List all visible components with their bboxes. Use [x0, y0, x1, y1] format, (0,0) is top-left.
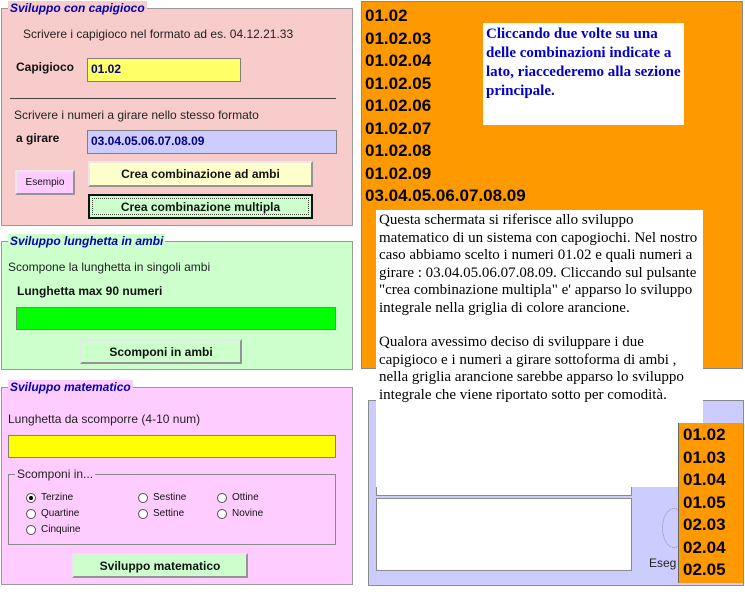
radio-label: Sestine	[153, 492, 187, 503]
radio-dot	[26, 525, 36, 535]
lunghetta-description: Scompone la lunghetta in singoli ambi	[8, 260, 211, 274]
radio-dot	[26, 509, 36, 519]
girare-input[interactable]: 03.04.05.06.07.08.09	[87, 130, 337, 154]
scomponi-ambi-button[interactable]: Scomponi in ambi	[80, 339, 242, 364]
ambi-grid-list	[683, 424, 726, 582]
radio-label: Ottine	[232, 492, 259, 503]
radio-dot	[138, 493, 148, 503]
ambi-combination[interactable]: 02.05	[683, 560, 726, 579]
grid-combination[interactable]: 01.02	[365, 6, 408, 25]
crea-ambi-button[interactable]: Crea combinazione ad ambi	[88, 161, 313, 187]
lunghetta-length-label: Lunghetta da scomporre (4-10 num)	[8, 412, 201, 426]
girare-label: a girare	[16, 131, 60, 145]
radio-dot	[26, 493, 36, 503]
ambi-combination[interactable]: 01.04	[683, 470, 726, 489]
radio-label: Cinquine	[41, 524, 81, 535]
lunghetta-input[interactable]	[16, 307, 336, 330]
esempio-button[interactable]: Esempio	[15, 170, 75, 195]
radio-dot	[217, 493, 227, 503]
double-click-note: Cliccando due volte su una delle combinazioni indicate a lato, riaccederemo alla sezione principale.	[483, 23, 684, 125]
ambi-combination[interactable]: 01.03	[683, 447, 726, 467]
radio-label: Terzine	[41, 492, 74, 503]
ambi-combination[interactable]: 01.02	[683, 425, 726, 444]
radio-settine[interactable]	[138, 508, 184, 519]
capigioco-instruction: Scrivere i capigioco nel formato ad es. 04.12.21.33	[23, 27, 294, 41]
crea-multipla-button[interactable]: Crea combinazione multipla	[88, 194, 313, 219]
grid-combination[interactable]: 01.02.05	[365, 73, 432, 93]
radio-quartine[interactable]	[26, 508, 79, 519]
grid-combination[interactable]: 03.04.05.06.07.08.09	[365, 186, 526, 205]
radio-dot	[217, 509, 227, 519]
capigioco-divider	[10, 98, 336, 99]
grid-combination[interactable]: 01.02.04	[365, 51, 432, 70]
grid-combination[interactable]: 01.02.08	[365, 141, 432, 160]
grid-combination[interactable]: 01.02.03	[365, 28, 432, 48]
grid-combination[interactable]: 01.02.07	[365, 118, 432, 138]
explanation-paragraph-2: Qualora avessimo deciso di sviluppare i due capigioco e i numeri a girare sottoforma di ambi , nella griglia arancione sarebbe apparso lo sviluppo integrale che viene riportato sotto per comodità.	[379, 334, 684, 403]
ambi-combination[interactable]: 01.05	[683, 492, 726, 512]
grid-combination[interactable]: 01.02.09	[365, 163, 432, 183]
grid-combination[interactable]: 01.02.06	[365, 96, 432, 115]
radio-label: Settine	[153, 508, 185, 519]
radio-label: Novine	[232, 508, 264, 519]
explanation-box	[376, 210, 703, 487]
radio-novine[interactable]	[217, 508, 263, 519]
sviluppo-matematico-button[interactable]: Sviluppo matematico	[72, 553, 248, 578]
lunghetta-panel-title: Sviluppo lunghetta in ambi	[10, 234, 164, 248]
capigioco-input[interactable]: 01.02	[87, 58, 241, 82]
radio-label: Quartine	[41, 508, 80, 519]
girare-instruction: Scrivere i numeri a girare nello stesso formato	[14, 108, 259, 122]
matematico-panel-title: Sviluppo matematico	[10, 380, 131, 394]
radio-ottine[interactable]	[217, 492, 259, 503]
radio-terzine[interactable]	[26, 492, 73, 503]
radio-dot	[138, 509, 148, 519]
radio-sestine[interactable]	[138, 492, 186, 503]
matematico-input[interactable]	[8, 435, 336, 458]
ambi-combination[interactable]: 02.04	[683, 537, 726, 557]
ambi-combination[interactable]: 02.03	[683, 515, 726, 534]
explanation-paragraph-1: Questa schermata si riferisce allo sviluppo matematico di un sistema con capogiochi. Nel nostro caso abbiamo scelto i numeri 01.02 e quali numeri a girare : 03.04.05.06.07.08.09. Cliccando sul pulsante "crea combinazione multipla" e' apparso lo sviluppo integrale nella griglia di colore arancione.	[379, 212, 698, 316]
lower-partial-label: Eseg	[649, 556, 677, 570]
lunghetta-max-label: Lunghetta max 90 numeri	[17, 284, 163, 298]
radio-cinquine[interactable]	[26, 524, 80, 535]
capigioco-label: Capigioco	[16, 60, 75, 74]
lower-textarea[interactable]	[376, 498, 632, 571]
scomponi-group-title: Scomponi in...	[17, 467, 94, 481]
capigioco-panel-title: Sviluppo con capigioco	[10, 1, 145, 15]
